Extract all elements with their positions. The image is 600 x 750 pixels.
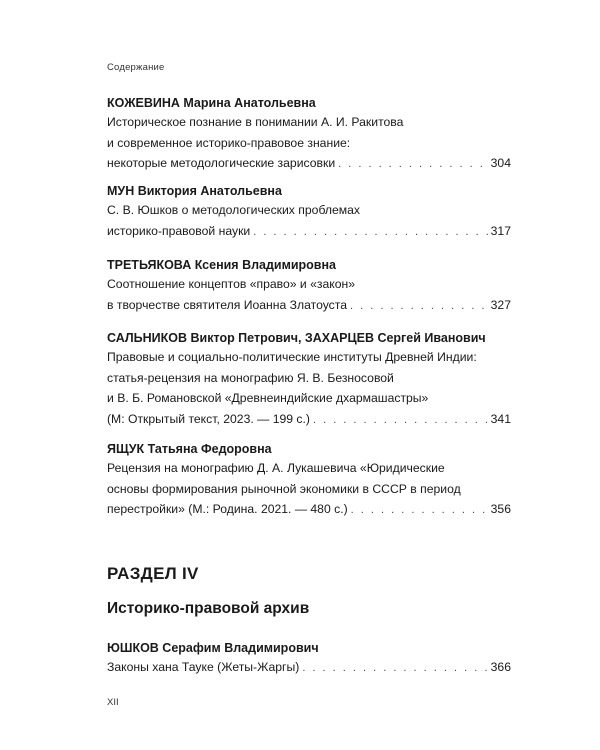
toc-title-line: Правовые и социально-политические институты Древней Индии: (107, 350, 477, 364)
toc-page-number: 317 (490, 223, 511, 238)
toc-title-line: в творчестве святителя Иоанна Златоуста (107, 297, 347, 312)
toc-title-line: основы формирования рыночной экономики в СССР в период (107, 481, 461, 496)
toc-author: САЛЬНИКОВ Виктор Петрович, ЗАХАРЦЕВ Сергей Иванович (107, 331, 486, 345)
section-label: РАЗДЕЛ IV (107, 564, 199, 583)
toc-title-line: (М: Открытый текст, 2023. — 199 с.) (107, 411, 310, 426)
toc-entry-kozhevina[interactable] (107, 94, 511, 175)
dot-leader (338, 154, 488, 175)
toc-page-number: 327 (490, 297, 511, 312)
section-title: Историко-правовой архив (107, 600, 310, 617)
toc-title-last-line (107, 657, 511, 679)
toc-title-line: С. В. Юшков о методологических проблемах (107, 203, 361, 217)
toc-author: МУН Виктория Анатольевна (107, 184, 282, 198)
toc-page-number: 304 (490, 156, 511, 170)
toc-entry-tretyakova[interactable] (107, 256, 511, 316)
page-number: XII (107, 697, 119, 708)
running-header: Содержание (107, 62, 165, 73)
dot-leader (302, 658, 487, 679)
dot-leader (350, 296, 488, 317)
toc-title-line: перестройки» (М.: Родина. 2021. — 480 с.) (107, 502, 348, 516)
dot-leader (253, 222, 487, 243)
toc-author: ТРЕТЬЯКОВА Ксения Владимировна (107, 258, 336, 272)
toc-title-last-line (107, 499, 511, 521)
toc-title-line: историко-правовой науки (107, 223, 251, 238)
toc-title-line: и современное историко-правовое знание: (107, 135, 351, 150)
toc-title-last-line (107, 295, 511, 317)
toc-title-line: и В. Б. Романовской «Древнеиндийские дхармашастры» (107, 391, 429, 405)
toc-title-last-line (107, 221, 511, 243)
toc-page-number: 356 (490, 502, 511, 516)
toc-entry-mun[interactable] (107, 182, 511, 242)
toc-entry-salnikov[interactable] (107, 329, 511, 430)
toc-page-number: 341 (490, 411, 511, 426)
toc-title-last-line (107, 409, 511, 431)
toc-title-line: Историческое познание в понимании А. И. Ракитова (107, 115, 404, 129)
toc-title-line: Рецензия на монографию Д. А. Лукашевича «Юридические (107, 461, 445, 475)
dot-leader (351, 500, 488, 521)
toc-entry-yashchuk[interactable] (107, 440, 511, 521)
toc-title-line: Законы хана Тауке (Жеты-Жаргы) (107, 660, 300, 674)
toc-author: ЮШКОВ Серафим Владимирович (107, 641, 319, 655)
toc-page-number: 366 (490, 660, 511, 674)
toc-entry-yushkov[interactable] (107, 639, 511, 679)
dot-leader (313, 410, 488, 431)
toc-title-line: статья-рецензия на монографию Я. В. Безносовой (107, 370, 394, 385)
toc-author: КОЖЕВИНА Марина Анатольевна (107, 96, 316, 110)
toc-title-line: некоторые методологические зарисовки (107, 156, 336, 170)
toc-title-last-line (107, 153, 511, 175)
toc-author: ЯЩУК Татьяна Федоровна (107, 442, 272, 456)
toc-title-line: Соотношение концептов «право» и «закон» (107, 277, 356, 291)
